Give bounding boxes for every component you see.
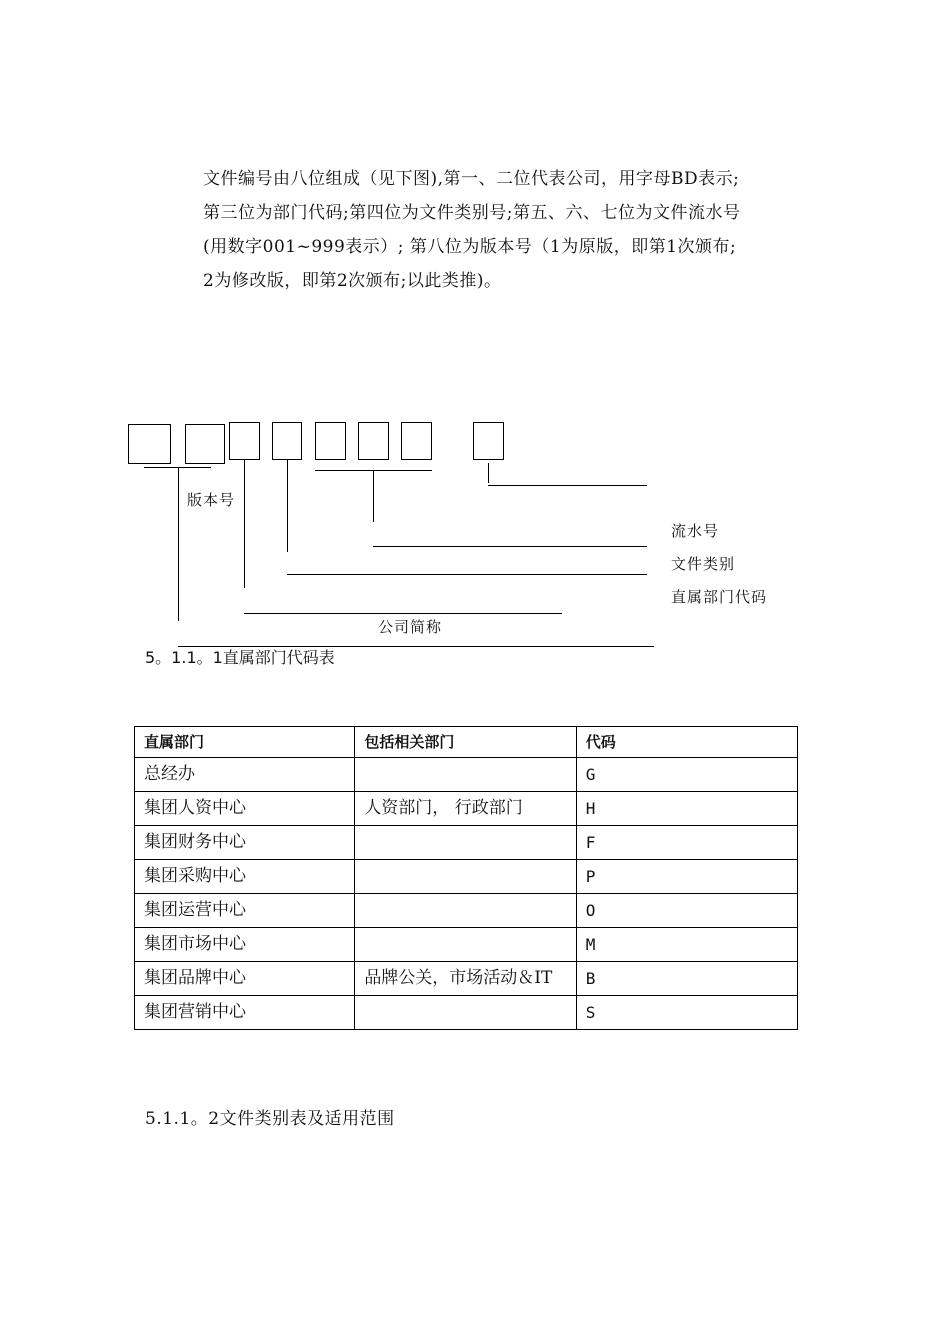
digit-box-7 <box>401 422 432 460</box>
code-cell: G <box>576 758 797 792</box>
code-cell: S <box>576 996 797 1030</box>
version-label: 版本号 <box>187 491 236 509</box>
table-row <box>135 758 798 792</box>
code-cell: H <box>576 792 797 826</box>
includes-cell <box>355 860 576 894</box>
includes-cell <box>355 996 576 1030</box>
company-connector <box>178 467 179 621</box>
code-cell: B <box>576 962 797 996</box>
digit-box-3 <box>229 422 260 460</box>
serial-label: 流水号 <box>671 522 720 540</box>
dept-cell: 集团财务中心 <box>135 826 355 860</box>
dept-cell: 集团营销中心 <box>135 996 355 1030</box>
category-leader-line <box>287 574 647 575</box>
column-header: 直属部门 <box>135 727 355 758</box>
code-cell: P <box>576 860 797 894</box>
version-leader-line <box>488 485 647 486</box>
dept-cell: 总经办 <box>135 758 355 792</box>
dept-code-connector <box>244 460 245 588</box>
digit-box-4 <box>272 422 302 460</box>
dept-cell: 集团运营中心 <box>135 894 355 928</box>
table-row <box>135 826 798 860</box>
includes-cell: 人资部门， 行政部门 <box>355 792 576 826</box>
category-label: 文件类别 <box>671 555 736 573</box>
serial-bracket-line <box>315 470 432 471</box>
digit-box-6 <box>358 422 389 460</box>
company-label: 公司简称 <box>378 618 443 636</box>
intro-line: 第三位为部门代码;第四位为文件类别号;第五、六、七位为文件流水号 <box>203 203 741 223</box>
intro-line: 2为修改版，即第2次颁布;以此类推)。 <box>203 271 502 291</box>
digit-box-1 <box>128 424 171 464</box>
table-row <box>135 962 798 996</box>
code-cell: F <box>576 826 797 860</box>
dept-code-leader-line <box>244 613 562 614</box>
table-row <box>135 928 798 962</box>
dept-cell: 集团品牌中心 <box>135 962 355 996</box>
code-cell: O <box>576 894 797 928</box>
serial-connector <box>373 470 374 522</box>
includes-cell <box>355 758 576 792</box>
digit-box-2 <box>185 424 225 464</box>
table-row <box>135 996 798 1030</box>
dept-cell: 集团采购中心 <box>135 860 355 894</box>
table-row <box>135 894 798 928</box>
code-cell: M <box>576 928 797 962</box>
includes-cell <box>355 826 576 860</box>
section-heading-dept-codes: 5。1.1。1直属部门代码表 <box>145 648 335 667</box>
dept-cell: 集团人资中心 <box>135 792 355 826</box>
dept-code-table <box>134 726 798 1030</box>
table-header-row <box>135 727 798 758</box>
serial-leader-line <box>373 546 647 547</box>
category-connector <box>287 460 288 552</box>
table-row <box>135 792 798 826</box>
includes-cell: 品牌公关，市场活动＆IT <box>355 962 576 996</box>
intro-line: 文件编号由八位组成（见下图),第一、二位代表公司，用字母BD表示; <box>203 169 740 189</box>
intro-line: (用数字001~999表示）; 第八位为版本号（1为原版，即第1次颁布; <box>203 237 737 257</box>
digit-box-8 <box>473 422 504 460</box>
version-connector <box>488 463 489 483</box>
company-bracket-line <box>144 467 211 468</box>
table-row <box>135 860 798 894</box>
includes-cell <box>355 894 576 928</box>
column-header: 包括相关部门 <box>355 727 576 758</box>
digit-box-5 <box>315 422 346 460</box>
column-header: 代码 <box>576 727 797 758</box>
includes-cell <box>355 928 576 962</box>
intro-paragraph <box>203 162 823 298</box>
dept-code-label: 直属部门代码 <box>671 588 768 606</box>
dept-cell: 集团市场中心 <box>135 928 355 962</box>
section-heading-file-categories: 5.1.1。2文件类别表及适用范围 <box>145 1109 395 1129</box>
